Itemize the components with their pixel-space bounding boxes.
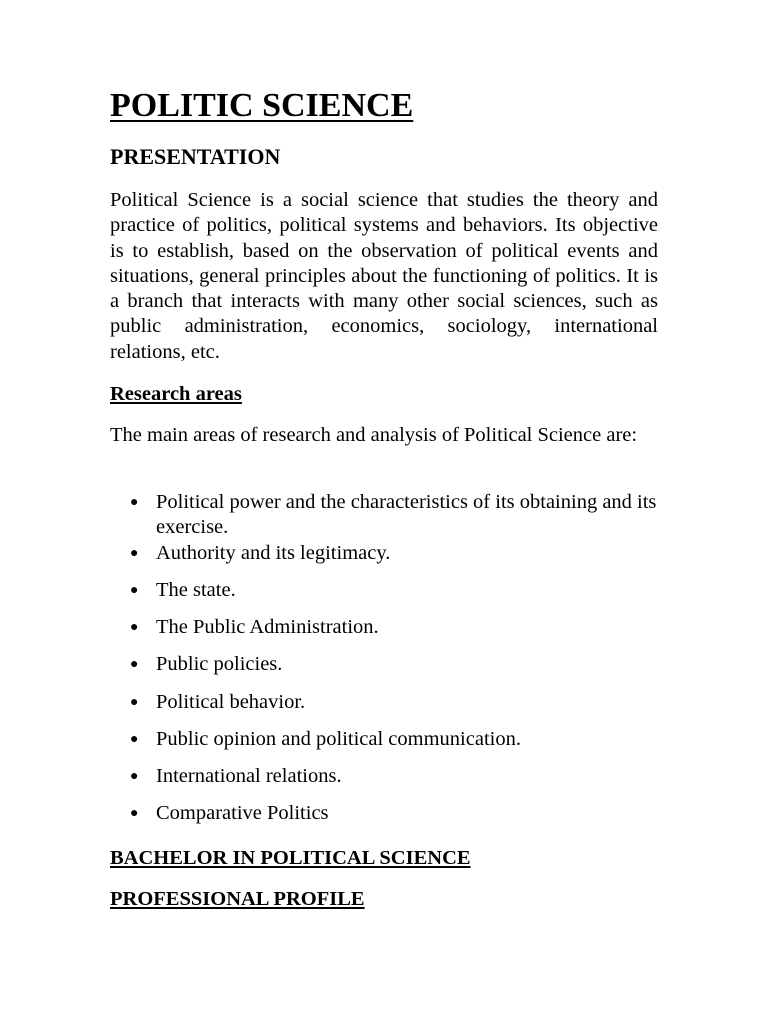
list-item (130, 490, 658, 540)
list-item-text: Authority and its legitimacy. (156, 542, 391, 564)
list-item (130, 541, 658, 566)
bullet-icon: ● (130, 806, 139, 821)
list-item-text: International relations. (156, 765, 342, 787)
bachelor-heading: BACHELOR IN POLITICAL SCIENCE (110, 847, 471, 869)
list-item-text: Comparative Politics (156, 802, 329, 824)
bullet-icon: ● (130, 769, 139, 784)
intro-paragraph: Political Science is a social science that studies the theory and practice of politics, political systems and behaviors. Its objective is to establish, based on the observation of political events and situations, general principles about the functioning of politics. It is a branch that interacts with many other social sciences, such as public administration, economics, sociology, international relations, etc. (110, 189, 658, 363)
research-areas-heading: Research areas (110, 383, 242, 405)
list-item-text: The Public Administration. (156, 616, 379, 638)
bullet-icon: ● (130, 620, 139, 635)
bullet-icon: ● (130, 583, 139, 598)
list-item (130, 690, 658, 715)
list-item-text: Public policies. (156, 653, 283, 675)
list-item-text: Public opinion and political communication. (156, 728, 521, 750)
list-item (130, 652, 658, 677)
section-subtitle-presentation: PRESENTATION (110, 144, 281, 169)
list-item-text: Political power and the characteristics of its obtaining and its exercise. (156, 491, 657, 538)
research-intro-paragraph: The main areas of research and analysis of Political Science are: (110, 424, 638, 446)
list-item (130, 615, 658, 640)
list-item (130, 764, 658, 789)
bullet-icon: ● (130, 657, 139, 672)
document-title: POLITIC SCIENCE (110, 87, 414, 124)
bullet-icon: ● (130, 546, 139, 561)
list-item-text: The state. (156, 579, 236, 601)
list-item (130, 727, 658, 752)
list-item (130, 578, 658, 603)
professional-profile-heading: PROFESSIONAL PROFILE (110, 888, 365, 910)
bullet-icon: ● (130, 695, 139, 710)
list-item (130, 801, 658, 826)
bullet-icon: ● (130, 495, 139, 510)
bullet-icon: ● (130, 732, 139, 747)
list-item-text: Political behavior. (156, 691, 306, 713)
